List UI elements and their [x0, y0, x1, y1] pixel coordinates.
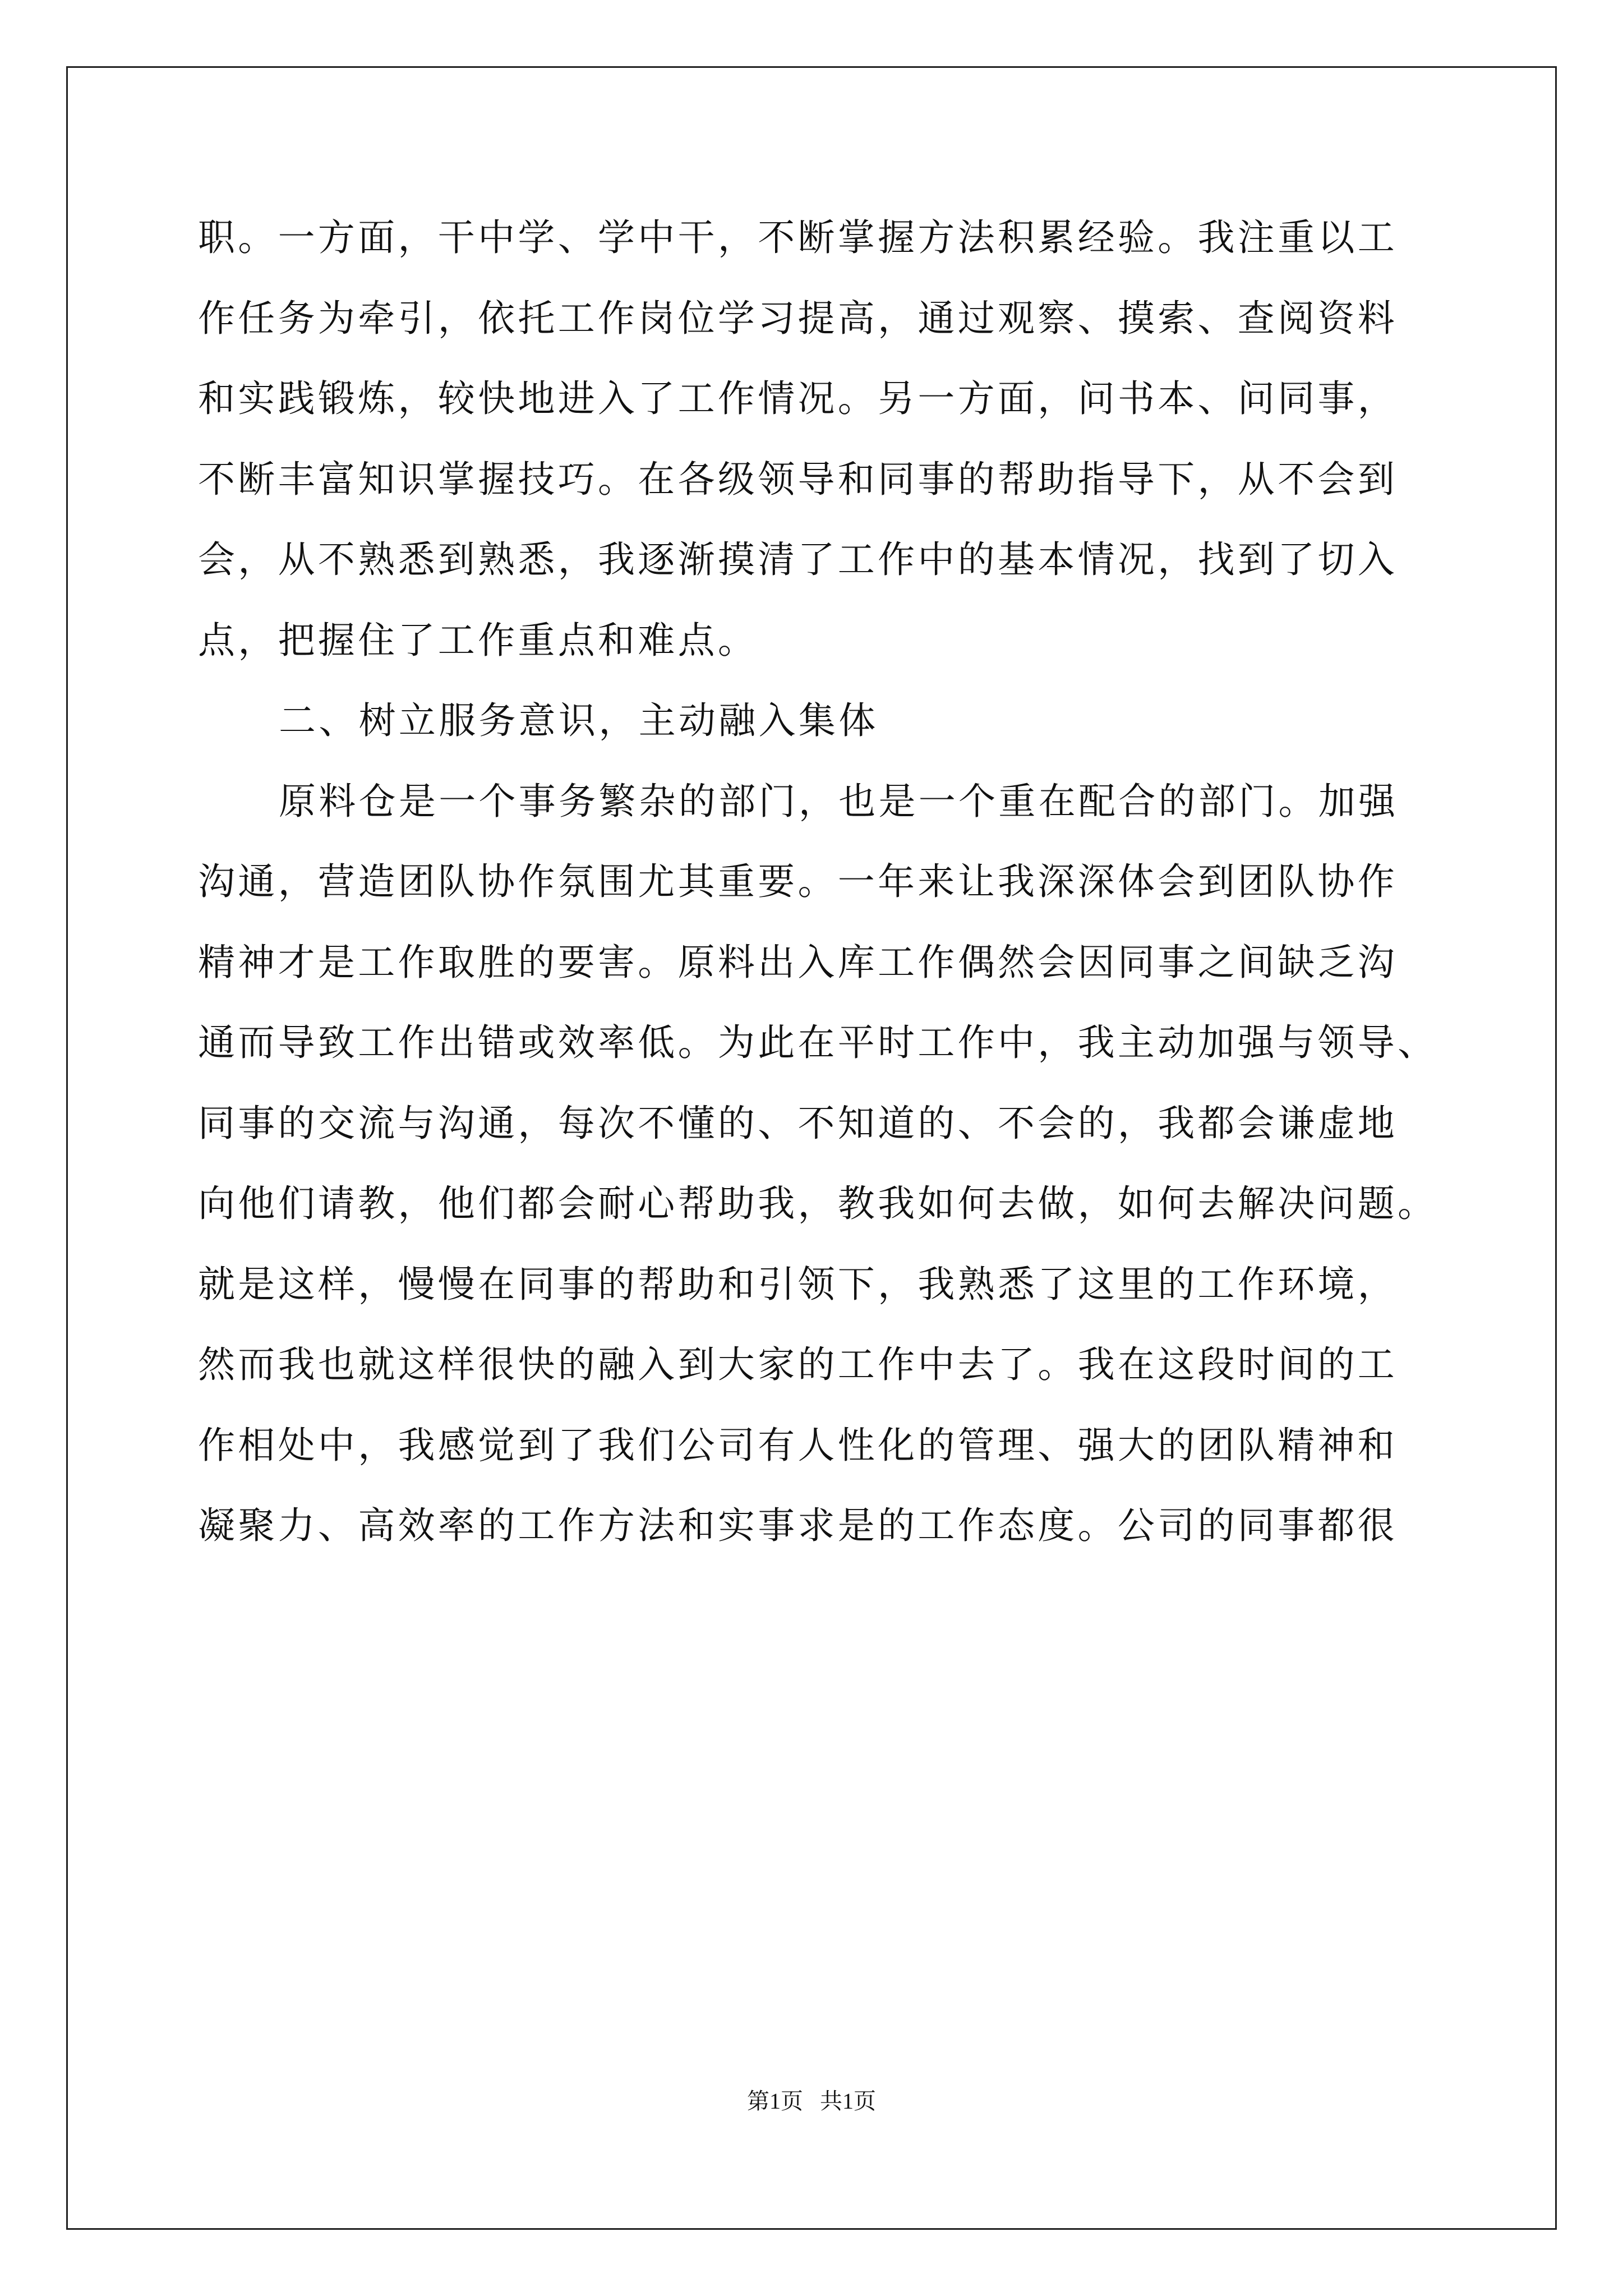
text-line: 凝聚力、高效率的工作方法和实事求是的工作态度。公司的同事都很 — [198, 1504, 1398, 1547]
text-line: 精神才是工作取胜的要害。原料出入库工作偶然会因同事之间缺乏沟 — [198, 940, 1398, 984]
text-line: 作任务为牵引，依托工作岗位学习提高，通过观察、摸索、查阅资料 — [198, 296, 1398, 340]
text-line: 和实践锻炼，较快地进入了工作情况。另一方面，问书本、问同事， — [198, 377, 1398, 420]
text-line: 会，从不熟悉到熟悉，我逐渐摸清了工作中的基本情况，找到了切入 — [198, 538, 1398, 581]
text-line: 原料仓是一个事务繁杂的部门，也是一个重在配合的部门。加强 — [279, 779, 1399, 823]
text-line: 点，把握住了工作重点和难点。 — [198, 618, 758, 662]
text-line: 沟通，营造团队协作氛围尤其重要。一年来让我深深体会到团队协作 — [198, 860, 1398, 903]
section-heading: 二、树立服务意识，主动融入集体 — [279, 699, 879, 742]
text-line: 职。一方面，干中学、学中干，不断掌握方法积累经验。我注重以工 — [198, 216, 1398, 259]
text-line: 作相处中，我感觉到了我们公司有人性化的管理、强大的团队精神和 — [198, 1423, 1398, 1467]
page-number-footer: 第1页 共1页 — [747, 2088, 876, 2114]
text-line: 然而我也就这样很快的融入到大家的工作中去了。我在这段时间的工 — [198, 1343, 1398, 1386]
document-body — [198, 197, 1438, 1566]
text-line: 不断丰富知识掌握技巧。在各级领导和同事的帮助指导下，从不会到 — [198, 457, 1398, 501]
text-line: 向他们请教，他们都会耐心帮助我，教我如何去做，如何去解决问题。 — [198, 1182, 1438, 1225]
text-line: 就是这样，慢慢在同事的帮助和引领下，我熟悉了这里的工作环境， — [198, 1262, 1398, 1306]
text-line: 通而导致工作出错或效率低。为此在平时工作中，我主动加强与领导、 — [198, 1021, 1438, 1064]
text-line: 同事的交流与沟通，每次不懂的、不知道的、不会的，我都会谦虚地 — [198, 1101, 1398, 1145]
